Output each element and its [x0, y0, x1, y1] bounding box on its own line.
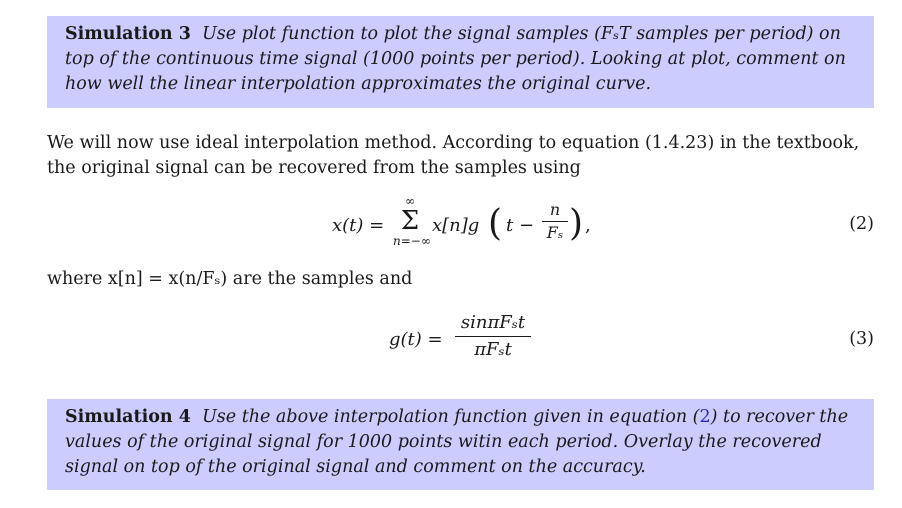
summation-lower-limit: n=−∞	[393, 234, 431, 248]
equation-2-terms: x[n]g	[432, 215, 480, 236]
equation-3-fraction-numerator: sinπFₛt	[460, 312, 526, 333]
simulation-4-text-line-3: signal on top of the original signal and comment on the accuracy.	[65, 457, 646, 477]
equation-2-lhs: x(t) =	[332, 215, 385, 236]
equation-3-lhs: g(t) =	[389, 329, 443, 350]
intro-paragraph	[47, 131, 877, 181]
samples-paragraph: where x[n] = x(n/Fₛ) are the samples and	[47, 269, 413, 289]
intro-paragraph-line-2: the original signal can be recovered from the samples using	[47, 158, 581, 178]
simulation-4-text-line-2: values of the original signal for 1000 points witin each period. Overlay the recovered	[65, 432, 822, 452]
equation-2-comma: ,	[585, 215, 591, 236]
simulation-3-line-1	[65, 22, 856, 47]
equation-2-number: (2)	[849, 214, 874, 234]
summation	[393, 194, 431, 248]
equation-2	[47, 195, 874, 265]
simulation-3-text-line-2: top of the continuous time signal (1000 points per period). Looking at plot, comment on	[65, 49, 846, 69]
equation-3	[47, 305, 874, 375]
equation-2-fraction-numerator: n	[549, 200, 561, 219]
equation-3-number: (3)	[849, 329, 874, 349]
equation-2-fraction	[542, 200, 568, 243]
equation-2-t-minus: t −	[506, 215, 535, 236]
fraction-bar	[542, 221, 568, 222]
simulation-3-title: Simulation 3	[65, 24, 191, 44]
equation-3-fraction-denominator: πFₛt	[474, 339, 512, 360]
simulation-3-text-line-1: Use plot function to plot the signal samples (FₛT samples per period) on	[202, 24, 841, 44]
equation-2-paren-open: (	[488, 203, 503, 244]
simulation-4-box	[47, 399, 874, 490]
simulation-4-text-line-1b: ) to recover the	[710, 407, 849, 427]
summation-upper-limit: ∞	[405, 194, 415, 208]
simulation-3-box	[47, 16, 874, 108]
equation-2-fraction-denominator: Fₛ	[546, 223, 564, 242]
intro-paragraph-line-1: We will now use ideal interpolation method. According to equation (1.4.23) in the textbook,	[47, 133, 860, 153]
equation-2-reference-link[interactable]: 2	[699, 407, 711, 427]
fraction-bar	[455, 336, 531, 337]
summation-symbol: Σ	[400, 206, 420, 236]
simulation-4-text-line-1a: Use the above interpolation function given in equation (	[202, 407, 700, 427]
simulation-4-line-1	[65, 405, 856, 430]
simulation-3-text-line-3: how well the linear interpolation approximates the original curve.	[65, 74, 652, 94]
equation-3-fraction	[455, 311, 531, 362]
equation-2-paren-close: )	[569, 203, 584, 244]
simulation-4-title: Simulation 4	[65, 407, 191, 427]
